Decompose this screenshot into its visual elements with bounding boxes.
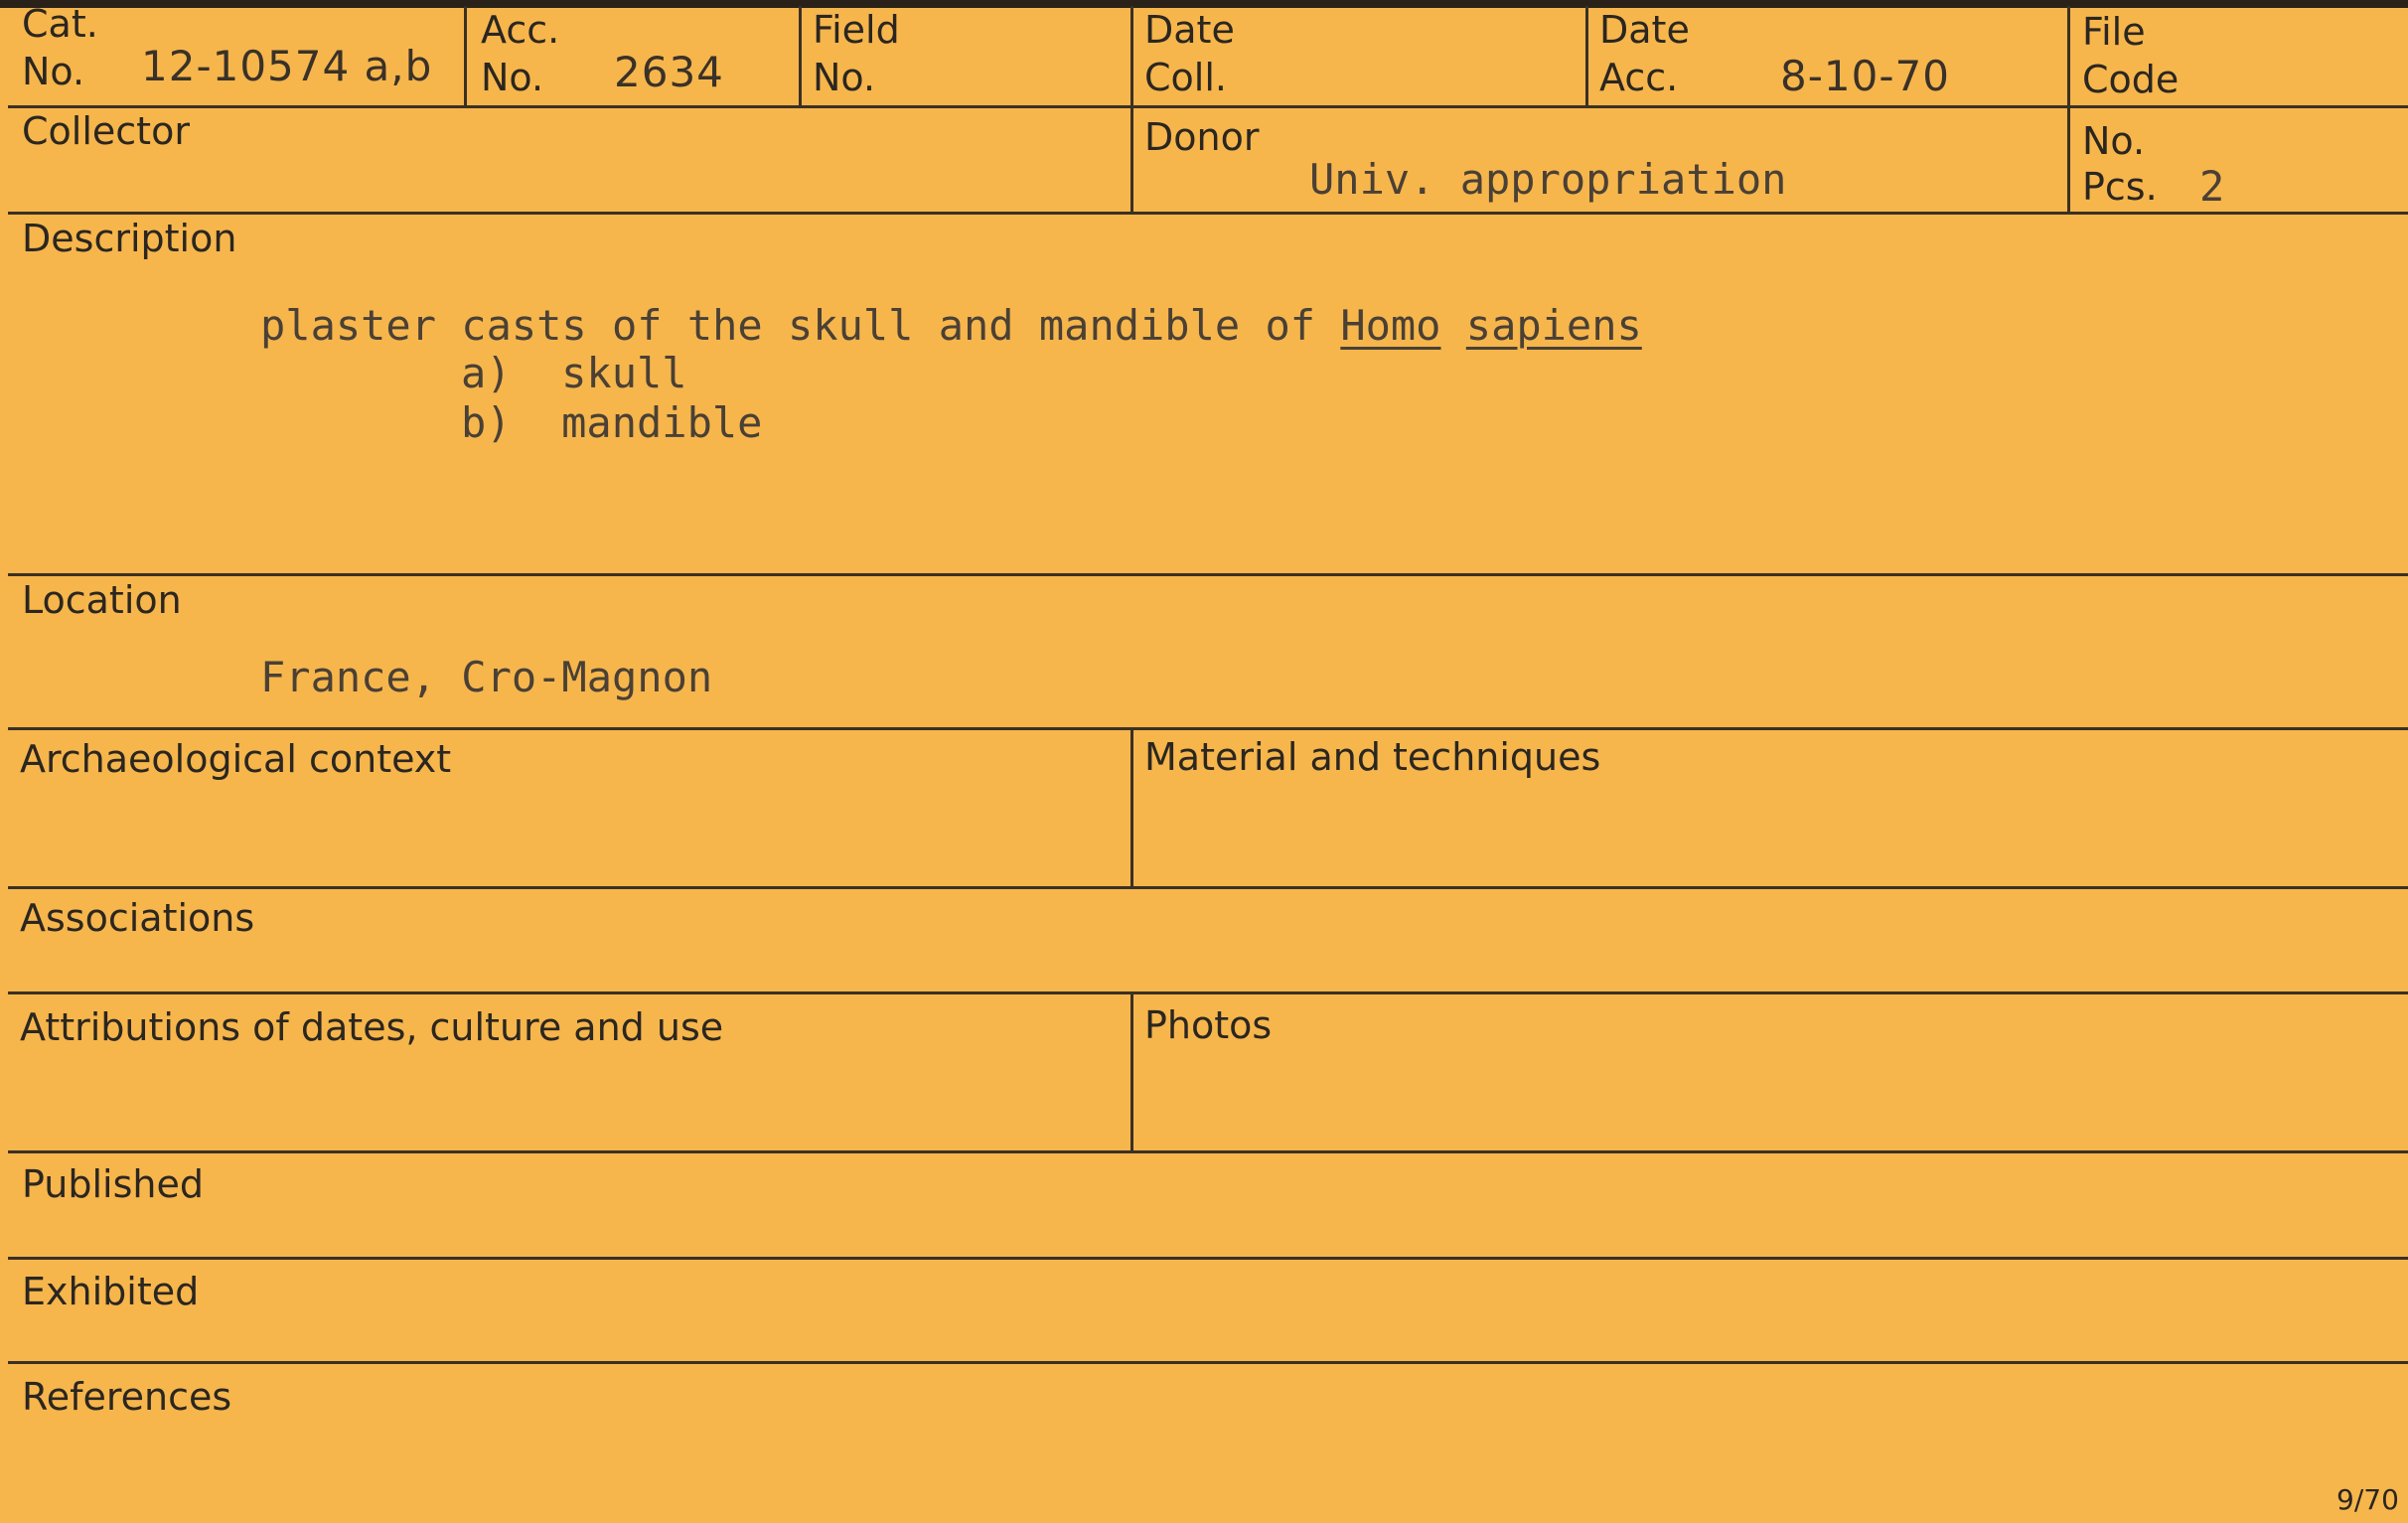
cat-label-no: No. <box>22 50 85 93</box>
description-line-1 <box>260 302 1642 350</box>
form-code: 9/70 <box>2336 1483 2399 1516</box>
location-label: Location <box>22 578 182 622</box>
divider-v-datecoll <box>1585 6 1588 107</box>
date-acc-value: 8-10-70 <box>1780 52 1950 100</box>
card-top-edge <box>0 0 2408 8</box>
divider-published <box>8 1257 2408 1260</box>
date-coll-label-bottom: Coll. <box>1144 56 1227 99</box>
published-label: Published <box>22 1162 204 1206</box>
cat-number-value: 12-10574 a,b <box>141 42 433 90</box>
material-techniques-label: Material and techniques <box>1144 735 1601 779</box>
divider-v-acc <box>799 6 802 107</box>
divider-v-context <box>1130 729 1133 888</box>
description-item-b: b) mandible <box>461 398 763 447</box>
description-item-a: a) skull <box>461 349 687 397</box>
divider-v-cat <box>464 6 467 107</box>
acc-number-value: 2634 <box>614 48 724 96</box>
location-value: France, Cro-Magnon <box>260 653 713 701</box>
divider-exhibited <box>8 1361 2408 1364</box>
acc-label-no: No. <box>481 56 544 99</box>
donor-value: Univ. appropriation <box>1309 155 1787 204</box>
acc-label-top: Acc. <box>481 8 560 52</box>
divider-v-field <box>1130 6 1133 215</box>
references-label: References <box>22 1375 232 1419</box>
date-coll-label-top: Date <box>1144 8 1235 52</box>
date-acc-label-top: Date <box>1599 8 1690 52</box>
divider-collector <box>8 212 2408 215</box>
divider-associations <box>8 991 2408 994</box>
cat-label-top: Cat. <box>22 2 98 46</box>
divider-header <box>8 105 2408 108</box>
donor-label: Donor <box>1144 115 1260 159</box>
date-acc-label-bottom: Acc. <box>1599 56 1679 99</box>
divider-location <box>8 727 2408 730</box>
pieces-label-top: No. <box>2082 119 2146 163</box>
photos-label: Photos <box>1144 1003 1273 1047</box>
species-name: sapiens <box>1465 301 1642 350</box>
field-label-top: Field <box>813 8 900 52</box>
file-code-label-top: File <box>2082 10 2146 54</box>
description-text: plaster casts of the skull and mandible of <box>260 301 1316 350</box>
field-label-no: No. <box>813 56 876 99</box>
archaeological-context-label: Archaeological context <box>20 737 452 781</box>
associations-label: Associations <box>20 896 255 940</box>
genus-name: Homo <box>1340 301 1441 350</box>
pieces-value: 2 <box>2199 162 2225 211</box>
divider-attributions <box>8 1150 2408 1153</box>
collector-label: Collector <box>22 109 190 153</box>
description-label: Description <box>22 217 237 260</box>
file-code-label-bottom: Code <box>2082 58 2180 101</box>
divider-v-dateacc <box>2067 6 2070 215</box>
attributions-label: Attributions of dates, culture and use <box>20 1005 724 1049</box>
divider-context <box>8 886 2408 889</box>
divider-description <box>8 573 2408 576</box>
pieces-label-bottom: Pcs. <box>2082 165 2158 209</box>
exhibited-label: Exhibited <box>22 1270 200 1313</box>
divider-v-photos <box>1130 993 1133 1152</box>
